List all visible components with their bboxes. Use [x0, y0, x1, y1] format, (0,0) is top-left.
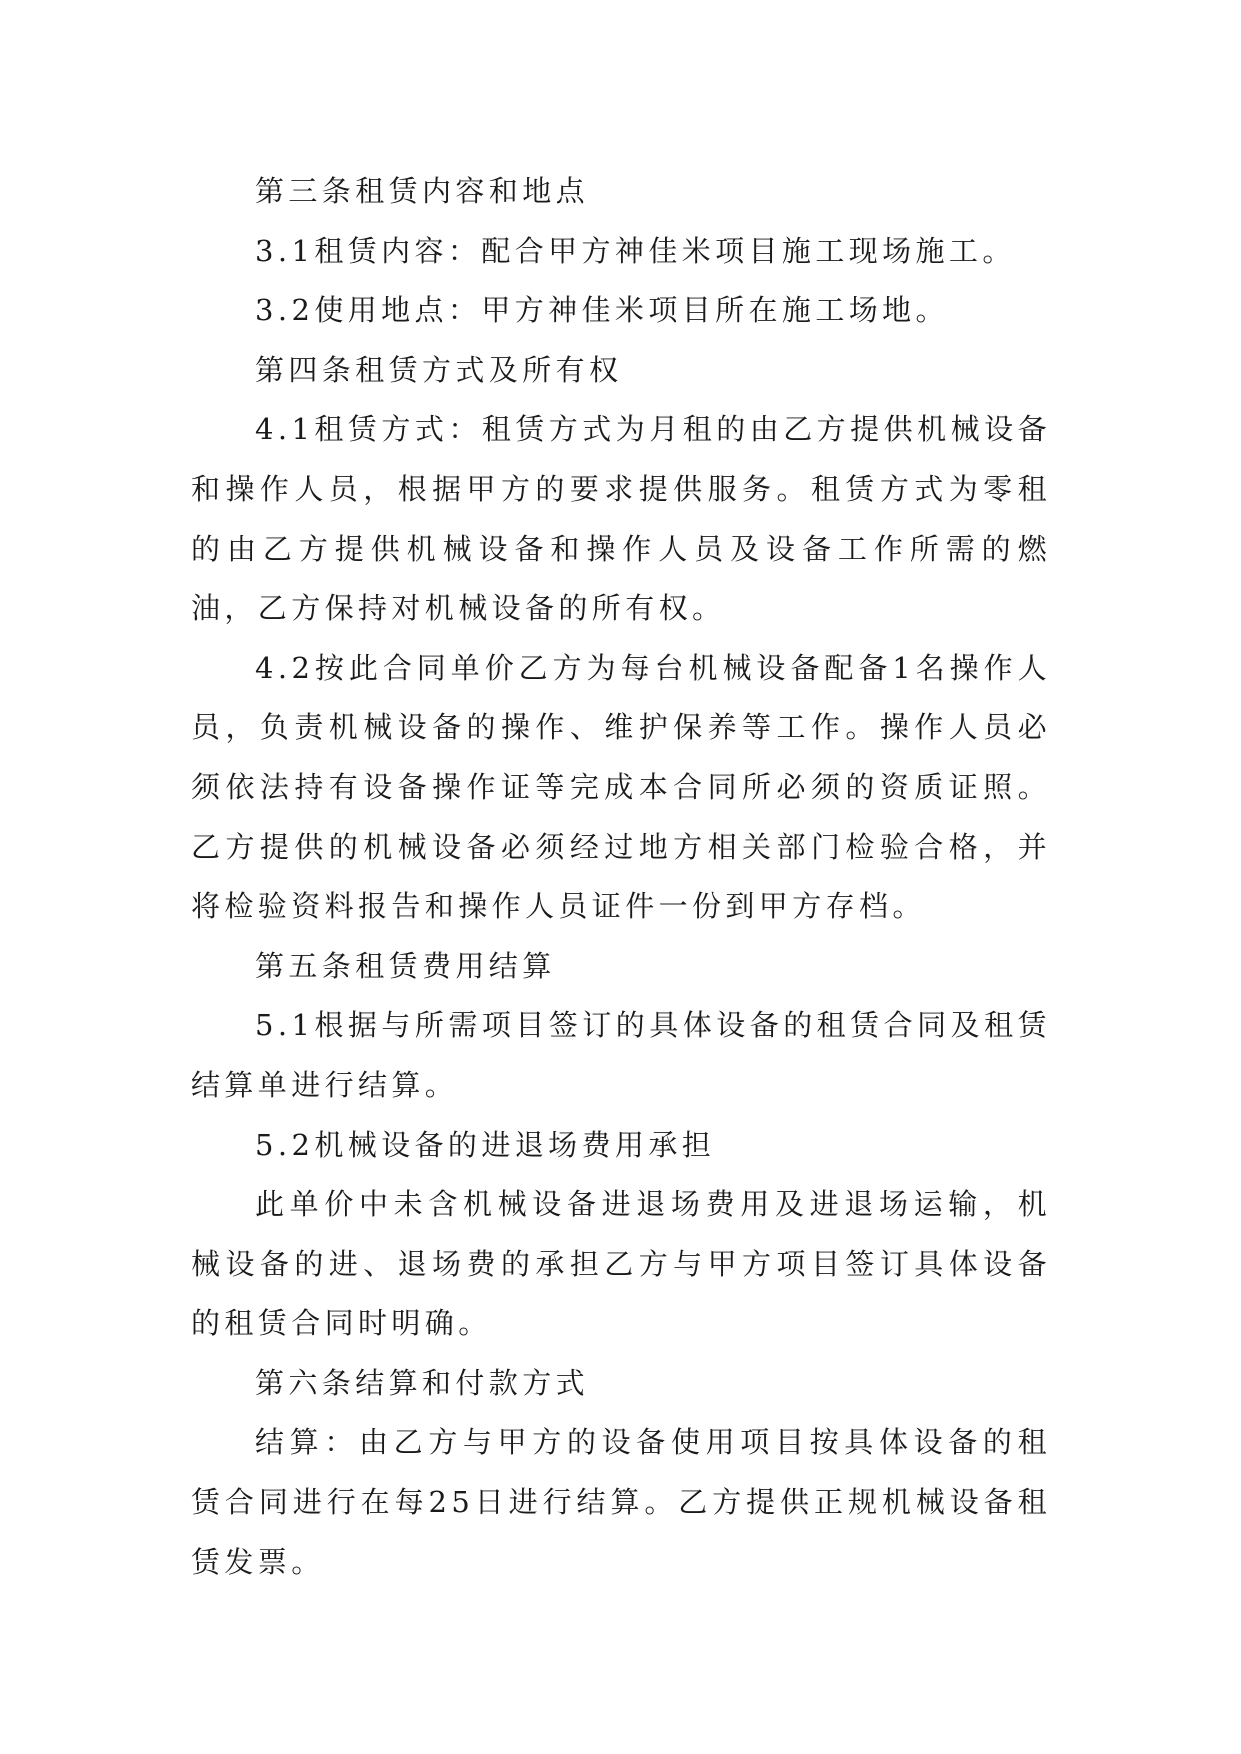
document-body: [191, 162, 1051, 1592]
article-6-heading: 第六条结算和付款方式: [255, 1365, 590, 1400]
clause-4-1: 4.1租赁方式：租赁方式为月租的由乙方提供机械设备和操作人员，根据甲方的要求提供服务。租赁方式为零租的由乙方提供机械设备和操作人员及设备工作所需的燃油，乙方保持对机械设备的所有权。: [191, 412, 1051, 626]
clause-3-2: 3.2使用地点：甲方神佳米项目所在施工场地。: [255, 293, 949, 328]
clause-5-2-body: 此单价中未含机械设备进退场费用及进退场运输，机械设备的进、退场费的承担乙方与甲方项目签订具体设备的租赁合同时明确。: [191, 1187, 1051, 1341]
article-4-heading: 第四条租赁方式及所有权: [255, 352, 623, 387]
article-3-heading: 第三条租赁内容和地点: [255, 174, 590, 208]
article-5-heading: 第五条租赁费用结算: [255, 948, 556, 983]
settlement-paragraph: 结算：由乙方与甲方的设备使用项目按具体设备的租赁合同进行在每25日进行结算。乙方提供正规机械设备租赁发票。: [191, 1425, 1051, 1579]
clause-4-2: 4.2按此合同单价乙方为每台机械设备配备1名操作人员，负责机械设备的操作、维护保养等工作。操作人员必须依法持有设备操作证等完成本合同所必须的资质证照。乙方提供的机械设备必须经过地方相关部门检验合格，并将检验资料报告和操作人员证件一份到甲方存档。: [191, 650, 1051, 924]
clause-3-1: 3.1租赁内容：配合甲方神佳米项目施工现场施工。: [255, 233, 1016, 268]
clause-5-2: 5.2机械设备的进退场费用承担: [255, 1127, 716, 1162]
clause-5-1: 5.1根据与所需项目签订的具体设备的租赁合同及租赁结算单进行结算。: [191, 1008, 1051, 1102]
